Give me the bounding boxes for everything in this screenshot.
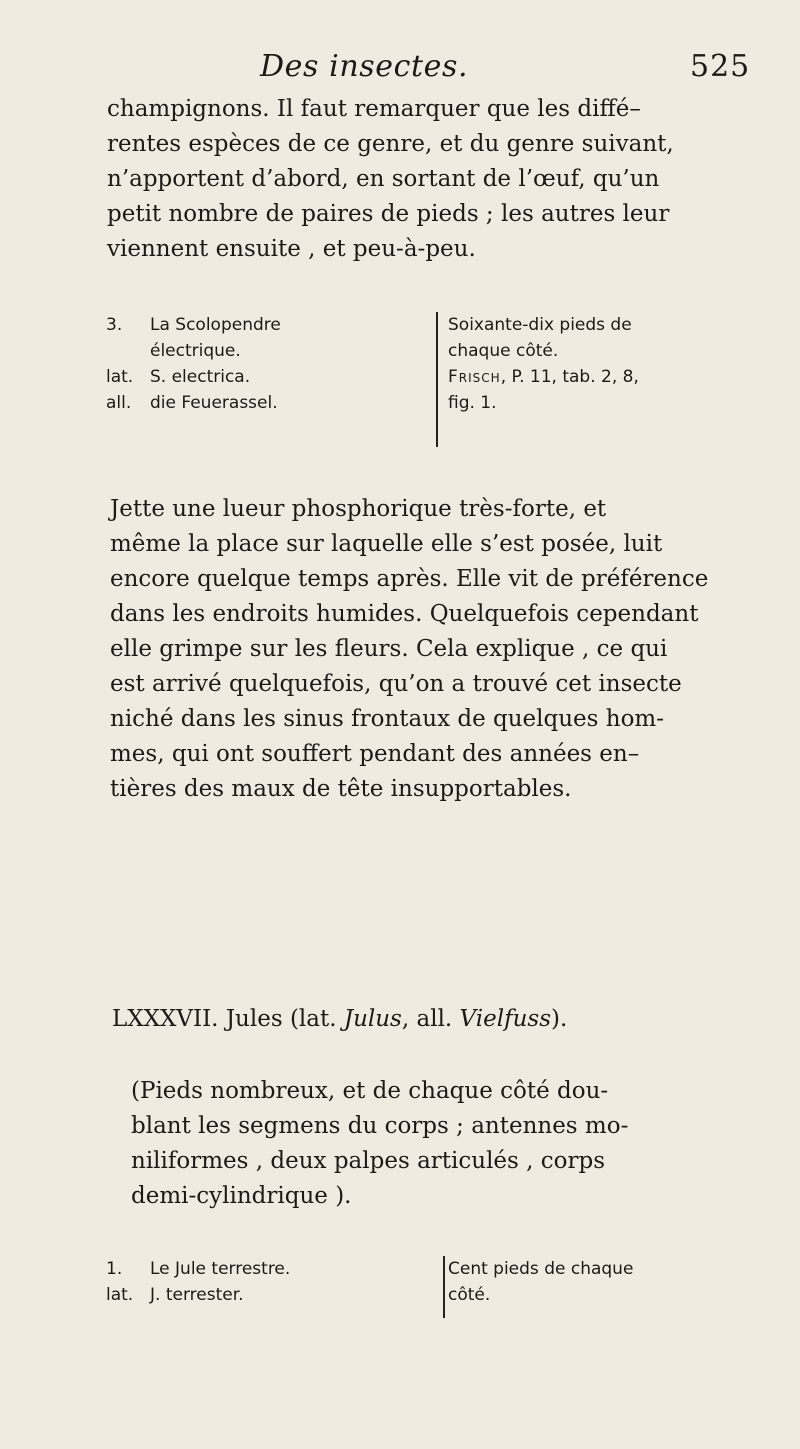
page-header <box>0 49 800 89</box>
section-german-name: Vielfuss <box>459 1006 552 1032</box>
species-number: 1. <box>106 1259 123 1279</box>
section-heading-line <box>112 1002 762 1037</box>
text-line: rentes espèces de ce genre, et du genre suivant, <box>107 131 674 157</box>
column-divider <box>443 1256 445 1318</box>
description-line: Cent pieds de chaque <box>448 1259 634 1279</box>
reference-author: Frisch <box>448 367 501 387</box>
lat-label: lat. <box>106 1285 134 1305</box>
species-number: 3. <box>106 315 123 335</box>
species-entry-scolopendre <box>106 312 756 452</box>
french-name: La Scolopendre <box>150 315 281 335</box>
text-line: encore quelque temps après. Elle vit de préférence <box>110 566 709 592</box>
latin-name: J. terrester. <box>150 1285 244 1305</box>
latin-name: S. electrica. <box>150 367 251 387</box>
section-lat-prefix: (lat. <box>289 1006 337 1032</box>
species-entry-jule <box>106 1256 756 1326</box>
species-name-row <box>106 312 406 338</box>
species-name-row <box>106 1256 406 1282</box>
text-line: champignons. Il faut remarquer que les diffé– <box>107 96 641 122</box>
description-line: côté. <box>448 1285 491 1305</box>
all-label: all. <box>106 393 132 413</box>
text-line: est arrivé quelquefois, qu’on a trouvé cet insecte <box>110 671 682 697</box>
text-line: mes, qui ont souffert pendant des années en– <box>110 741 640 767</box>
text-line: elle grimpe sur les fleurs. Cela explique , ce qui <box>110 636 668 662</box>
text-line: (Pieds nombreux, et de chaque côté dou- <box>131 1078 609 1104</box>
reference-detail: , P. 11, tab. 2, 8, <box>500 367 639 387</box>
lat-label: lat. <box>106 367 134 387</box>
text-line: petit nombre de paires de pieds ; les autres leur <box>107 201 670 227</box>
latin-name-row <box>106 364 406 390</box>
text-line: même la place sur laquelle elle s’est posée, luit <box>110 531 663 557</box>
paragraph-continued <box>107 92 757 267</box>
section-all-prefix: , all. <box>401 1006 453 1032</box>
text-line: n’apportent d’abord, en sortant de l’œuf, qu’un <box>107 166 660 192</box>
species-description <box>448 312 754 416</box>
running-title: Des insectes. <box>260 49 469 84</box>
text-line: viennent ensuite , et peu-à-peu. <box>107 236 476 262</box>
text-line: niché dans les sinus frontaux de quelques hom- <box>110 706 664 732</box>
species-paragraph <box>110 492 760 807</box>
species-names <box>106 1256 406 1308</box>
text-line: dans les endroits humides. Quelquefois cependant <box>110 601 699 627</box>
description-line: Soixante-dix pieds de <box>448 315 632 335</box>
reference-line <box>448 364 754 390</box>
section-name: Jules <box>225 1006 283 1032</box>
text-line: tières des maux de tête insupportables. <box>110 776 572 802</box>
reference-line: fig. 1. <box>448 393 497 413</box>
french-name-continued: électrique. <box>150 341 241 361</box>
species-description <box>448 1256 754 1308</box>
text-line: demi-cylindrique ). <box>131 1183 352 1209</box>
genus-description <box>131 1074 771 1214</box>
column-divider <box>436 312 438 447</box>
species-names <box>106 312 406 416</box>
section-number: LXXXVII. <box>112 1006 219 1032</box>
text-line: niliformes , deux palpes articulés , corps <box>131 1148 606 1174</box>
section-latin-name: Julus <box>343 1006 402 1032</box>
text-line: blant les segmens du corps ; antennes mo- <box>131 1113 629 1139</box>
german-name: die Feuerassel. <box>150 393 278 413</box>
description-line: chaque côté. <box>448 341 559 361</box>
german-name-row <box>106 390 406 416</box>
section-heading <box>112 1002 762 1037</box>
species-name-row <box>106 338 406 364</box>
section-suffix: ). <box>551 1006 568 1032</box>
french-name: Le Jule terrestre. <box>150 1259 291 1279</box>
page-number: 525 <box>690 49 751 84</box>
text-line: Jette une lueur phosphorique très-forte, et <box>110 496 607 522</box>
latin-name-row <box>106 1282 406 1308</box>
